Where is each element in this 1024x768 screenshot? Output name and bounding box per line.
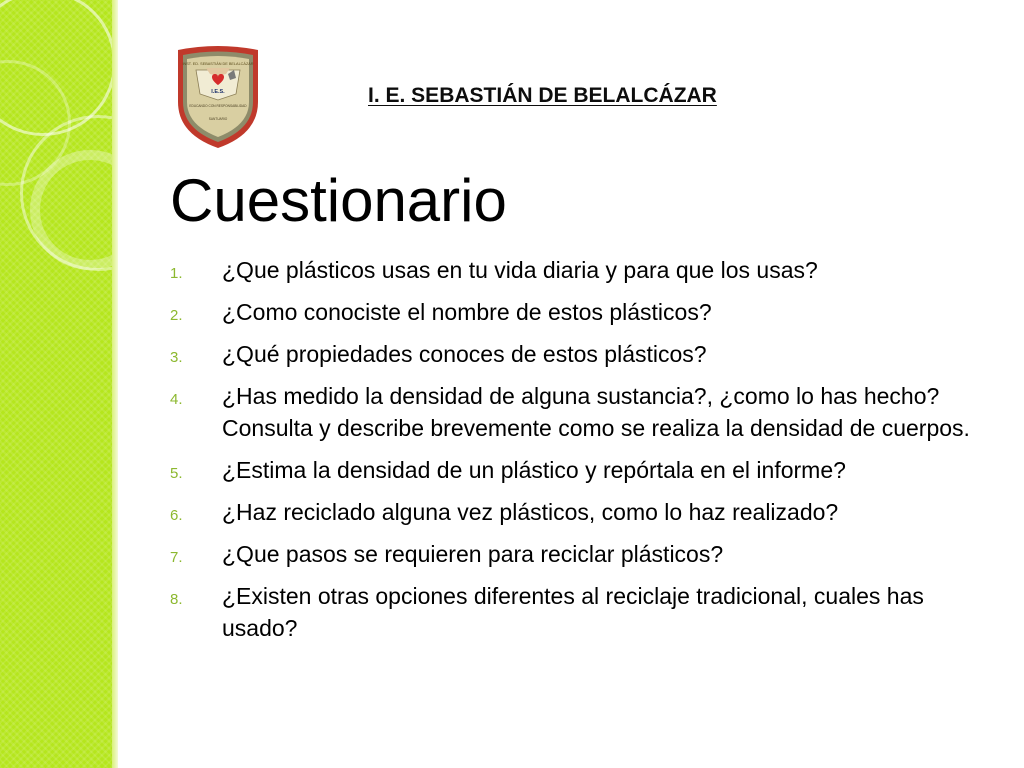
question-number: 2. [170,307,183,324]
question-item [170,296,990,328]
question-text: ¿Como conociste el nombre de estos plásticos? [222,299,712,325]
question-text: ¿Que pasos se requieren para reciclar plásticos? [222,541,724,567]
question-text: ¿Has medido la densidad de alguna sustancia?, ¿como lo has hecho? Consulta y describe brevemente como se realiza la densidad de cuerpos. [222,383,970,441]
question-number: 3. [170,349,183,366]
question-number: 7. [170,549,183,566]
question-item [170,254,990,286]
question-text: ¿Existen otras opciones diferentes al reciclaje tradicional, cuales has usado? [222,583,924,641]
question-item [170,380,990,444]
crest-center-text: I.E.S. [211,89,225,95]
school-crest-icon [172,44,264,152]
question-item [170,496,990,528]
question-number: 8. [170,591,183,608]
question-text: ¿Que plásticos usas en tu vida diaria y para que los usas? [222,257,818,283]
crest-bottom-text: SANTUARIO [208,117,228,121]
question-list [170,254,990,654]
crest-top-text: INST. ED. SEBASTIÁN DE BELALCÁZAR [182,62,254,66]
question-number: 1. [170,265,183,282]
question-item [170,538,990,570]
question-item [170,454,990,486]
crest-middle-text: EDUCANDO CON RESPONSABILIDAD [189,104,247,108]
question-number: 6. [170,507,183,524]
school-name: I. E. SEBASTIÁN DE BELALCÁZAR [368,84,717,107]
question-text: ¿Haz reciclado alguna vez plásticos, como lo haz realizado? [222,499,839,525]
question-item [170,580,990,644]
band-edge-shadow [112,0,118,768]
question-text: ¿Estima la densidad de un plástico y repórtala en el informe? [222,457,846,483]
question-number: 5. [170,465,183,482]
decorative-side-band [0,0,112,768]
question-text: ¿Qué propiedades conoces de estos plásticos? [222,341,707,367]
question-item [170,338,990,370]
question-number: 4. [170,391,183,408]
slide-title: Cuestionario [170,167,507,234]
